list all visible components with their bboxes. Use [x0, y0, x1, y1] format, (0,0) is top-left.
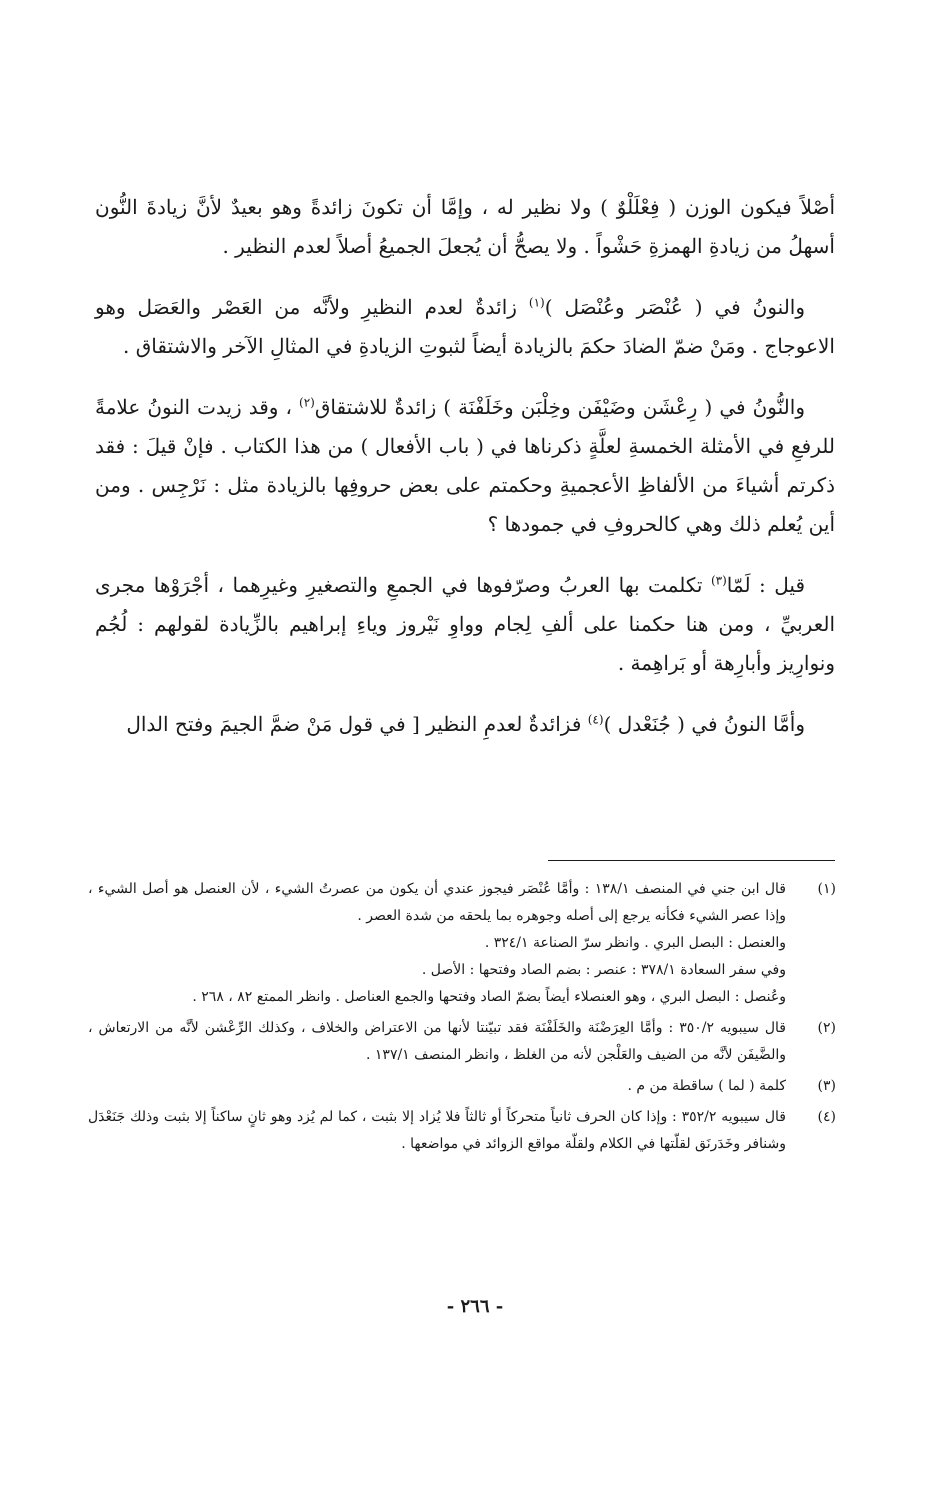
footnote-line: قال ابن جني في المنصف ١٣٨/١ : وأمَّا عُنْصَر فيجوز عندي أن يكون من عصرتُ الشيء ، لأن العنصل هو أصل الشيء ، وإذا عصر الشيء فكأنه يرجع إلى أصله وجوهره بما يلحقه من شدة العصر . — [88, 881, 786, 924]
paragraph-4-text-b: تكلمت بها العربُ وصرّفوها في الجمعِ والتصغيرِ وغيرِهما ، أجْرَوْها مجرى العربيِّ ، ومن هنا حكمنا على ألفِ لِجام وواوِ نَيْروز وياءِ إبراهيم بالزِّيادة لقولهم : لُجُم ونوارِيز وأبارِهة أو بَراهِمة . — [95, 573, 835, 675]
footnotes — [88, 876, 840, 1162]
paragraph-2-text-a: والنونُ في ( عُنْصَر وعُنْصَل ) — [544, 295, 806, 319]
footnote-line: وعُنصل : البصل البري ، وهو العنصلاء أيضاً بضمّ الصاد وفتحها والجمع العناصل . وانظر الممتع ٨٢ ، ٢٦٨ . — [192, 989, 786, 1005]
footnote-ref-2[interactable]: (٢) — [299, 395, 315, 410]
footnote-4 — [88, 1104, 840, 1158]
footnote-line: كلمة ( لما ) ساقطة من م . — [627, 1078, 786, 1094]
footnote-line: قال سيبويه ٣٥٠/٢ : وأمَّا العِرَضْنَة والخَلَفْنَة فقد تبيّنتا لأنها من الاعتراض والخلاف ، وكذلك الرِّعْشن لأنَّه من الارتعاش ، والضَّيفَن لأنَّه من الضيف والعَلْجن لأنه من الغلظ ، وانظر المنصف ١٣٧/١ . — [88, 1020, 786, 1063]
footnote-number: (٣) — [817, 1078, 836, 1094]
footnote-2 — [88, 1015, 840, 1069]
footnote-body — [88, 1015, 786, 1069]
footnote-line: وفي سفر السعادة ٣٧٨/١ : عنصر : بضم الصاد وفتحها : الأصل . — [421, 962, 786, 978]
footnote-number: (٤) — [817, 1109, 836, 1125]
footnote-number: (٢) — [817, 1020, 836, 1036]
footnote-3 — [88, 1073, 840, 1100]
paragraph-3-text-a: والنُّونُ في ( رِعْشَن وضَيْفَن وخِلْبَن وخَلَفْنَة ) زائدةٌ للاشتقاق — [314, 395, 805, 419]
footnote-line: قال سيبويه ٣٥٢/٢ : وإذا كان الحرف ثانياً متحركاً أو ثالثاً فلا يُزاد إلا بثبت ، كما لم يُزد وهو ثانٍ ساكناً إلا بثبت وذلك جَنَعْدَل وشنافر وخَدَرنَق لقلّتها في الكلام ولقلّة مواقع الزوائد في مواضعها . — [88, 1109, 786, 1152]
paragraph-1 — [95, 188, 835, 266]
paragraph-4 — [95, 566, 835, 683]
footnote-body — [88, 876, 786, 1011]
paragraph-3 — [95, 388, 835, 544]
page-number: - ٢٦٦ - — [446, 1296, 504, 1317]
paragraph-2 — [95, 288, 835, 366]
footnote-number: (١) — [817, 881, 836, 897]
paragraph-5-text-a: وأمَّا النونُ في ( جُنَعْدل ) — [603, 712, 805, 736]
footnote-ref-1[interactable]: (١) — [528, 295, 545, 310]
footnote-body — [88, 1104, 786, 1158]
footnote-ref-4[interactable]: (٤) — [587, 712, 604, 727]
main-text — [95, 188, 835, 766]
paragraph-3-text-b: ، وقد زيدت النونُ علامةً للرفعِ في الأمثلة الخمسةِ لعلَّةٍ ذكرناها في ( باب الأفعال ) من هذا الكتاب . فإنْ قيلَ : فقد ذكرتم أشياءَ من الألفاظِ الأعجميةِ وحكمتم على بعض حروفِها بالزيادة مثل : نَرْجِس . ومن أين يُعلم ذلك وهي كالحروفِ في جمودها ؟ — [95, 395, 835, 536]
paragraph-4-text-a: قيل : لَمّا — [726, 573, 806, 597]
footnote-1 — [88, 876, 840, 1011]
footnote-line: والعنصل : البصل البري . وانظر سرّ الصناعة ٣٢٤/١ . — [484, 935, 786, 951]
paragraph-5-text-b: فزائدةٌ لعدمِ النظير [ في قول مَنْ ضمَّ الجيمَ وفتح الدال — [126, 712, 588, 736]
paragraph-5 — [95, 705, 835, 744]
paragraph-2-text-b: زائدةٌ لعدم النظيرِ ولأنَّه من العَصْر والعَصَل وهو الاعوجاج . ومَنْ ضمّ الضادَ حكمَ بالزيادة أيضاً لثبوتِ الزيادةِ في المثالِ الآخر والاشتقاق . — [95, 295, 835, 358]
footnote-ref-3[interactable]: (٣) — [710, 573, 727, 588]
paragraph-1-text: أصْلاً فيكون الوزن ( فِعْلَلْوٌ ) ولا نظير له ، وإمَّا أن تكونَ زائدةً وهو بعيدٌ لأنَّ زيادةَ النُّون أسهلُ من زيادةِ الهمزةِ حَشْواً . ولا يصحُّ أن يُجعلَ الجميعُ أصلاً لعدم النظير . — [95, 195, 835, 258]
footnote-body — [88, 1073, 786, 1100]
footnote-divider — [548, 860, 835, 861]
